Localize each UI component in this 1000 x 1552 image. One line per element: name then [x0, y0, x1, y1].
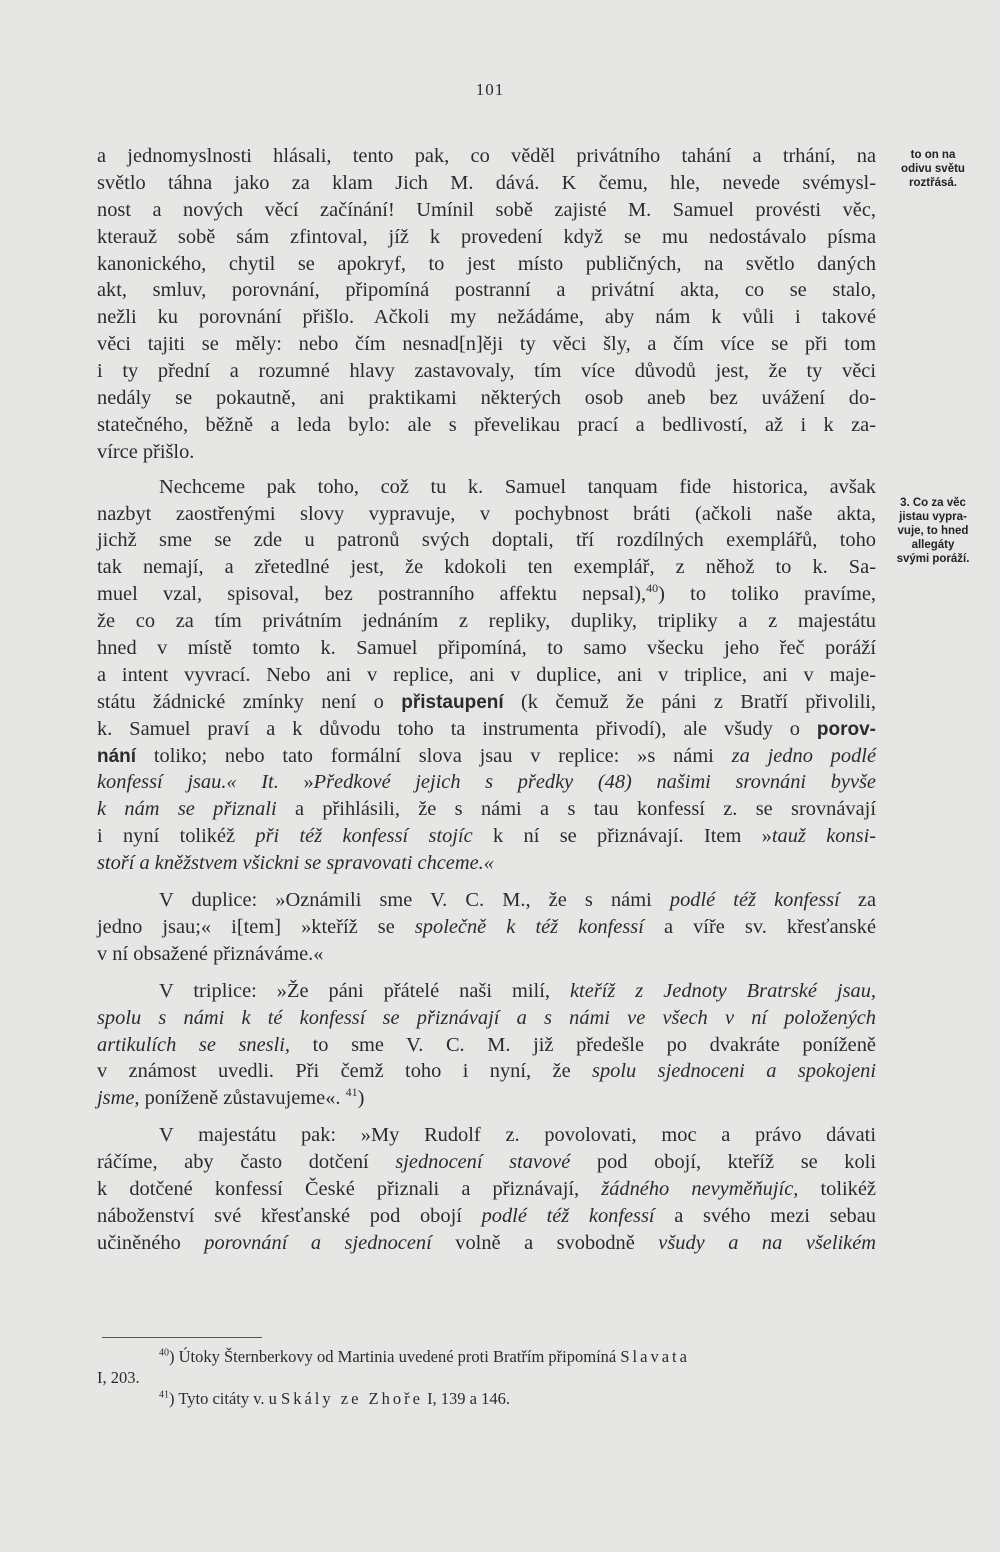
italic-text: artikulích se snesli,: [97, 1033, 291, 1056]
footnote-line: [97, 1367, 876, 1388]
text-line: [97, 769, 876, 796]
text-line: [97, 554, 876, 581]
text-line: [97, 941, 876, 968]
margin-note-line: allegáty: [911, 539, 955, 551]
text-line: [97, 331, 876, 358]
text-run: ) Útoky Šternberkovy od Martinia uvedené proti Bratřím připomíná: [169, 1347, 621, 1366]
text-run: nežli ku porovnání přišlo. Ačkoli my nežádáme, aby nám k vůli i takové: [97, 306, 876, 329]
text-line: [97, 501, 876, 528]
text-run: muel vzal, spisoval, bez postranního affektu nepsal),: [97, 583, 647, 606]
italic-text: při též konfessí stojíc: [255, 825, 473, 848]
italic-text: jsme,: [97, 1087, 140, 1110]
italic-text: společně k též konfessí: [414, 915, 644, 938]
text-run: za: [839, 889, 877, 912]
text-run: učiněného: [97, 1231, 205, 1254]
text-run: nedály se pokautně, ani praktikami některých osob aneb bez uvážení do-: [97, 387, 876, 410]
italic-text: sjednocení stavové: [395, 1151, 571, 1174]
text-run: státu žádnické zmínky není o: [97, 690, 402, 713]
text-line: [97, 1058, 876, 1085]
text-run: že co za tím privátním jednáním z repliky, dupliky, tripliky a z majestátu: [97, 610, 876, 633]
text-run: v známost uvedli. Při čemž toho i nyní, že: [97, 1060, 593, 1083]
text-run: akt, smluv, porovnání, připomíná postranní a privátní akta, co se stalo,: [97, 279, 876, 302]
main-text: [97, 143, 876, 1257]
italic-text: podlé též konfessí: [669, 889, 840, 912]
text-line: [97, 716, 876, 743]
text-run: kanonického, chytil se apokryf, to jest místo publičných, na světlo daných: [97, 252, 876, 275]
italic-text: žádného nevyměňujíc,: [601, 1177, 799, 1200]
text-run: jedno jsau;« i[tem] »kteříž se: [97, 915, 415, 938]
text-run: k ní se přiznávají. Item »: [472, 825, 772, 848]
text-run: [237, 771, 262, 793]
text-line: [97, 412, 876, 439]
margin-note-line: roztřásá.: [909, 177, 957, 189]
footnote-line: [97, 1346, 876, 1367]
text-line: [97, 608, 876, 635]
italic-text: Předkové jejich s předky (48) našimi srovnáni byvše: [313, 771, 876, 794]
text-line: [97, 635, 876, 662]
text-line: [97, 1122, 876, 1149]
text-run: I, 139 a 146.: [422, 1389, 511, 1408]
text-line: [97, 1085, 876, 1112]
text-run: ráčíme, aby často dotčení: [97, 1151, 396, 1174]
text-line: [97, 197, 876, 224]
text-run: I, 203.: [97, 1368, 140, 1387]
text-line: [97, 662, 876, 689]
text-line: [97, 1176, 876, 1203]
text-line: [97, 251, 876, 278]
margin-note-line: to on na: [910, 149, 956, 161]
italic-text: k nám se přiznali: [97, 798, 277, 821]
margin-note-2: [874, 496, 992, 566]
italic-text: za jedno podlé: [731, 744, 876, 767]
text-run: vírce přišlo.: [97, 440, 195, 463]
text-run: Skály ze Zhoře: [281, 1389, 423, 1408]
footnote-ref: 40: [646, 581, 659, 596]
text-run: v ní obsažené přiznáváme.«: [97, 942, 324, 965]
footnote-rule: [102, 1337, 262, 1338]
text-run: i ty přední a rozumné hlavy zastavovaly, tím více důvodů jest, že ty věci: [97, 360, 876, 383]
italic-text: stoří a kněžstvem všickni se spravovati chceme.«: [97, 852, 494, 875]
text-run: V majestátu pak: »My Rudolf z. povolovati, moc a právo dávati: [159, 1124, 876, 1147]
text-line: [97, 143, 876, 170]
text-run: nazbyt zaostřenými slovy vypravuje, v pochybnost bráti (ačkoli naše akta,: [97, 502, 876, 525]
text-run: Slavata: [620, 1347, 690, 1366]
italic-text: kteříž z Jednoty Bratrské jsau,: [569, 979, 877, 1002]
text-run: »: [278, 771, 314, 794]
text-line: [97, 385, 876, 412]
text-line: [97, 277, 876, 304]
italic-text: It.: [261, 771, 279, 794]
text-run: V duplice: »Oznámili sme V. C. M., že s námi: [159, 889, 670, 912]
margin-note-line: jistau vypra-: [899, 511, 967, 523]
italic-text: konfessí jsau.«: [97, 771, 237, 794]
text-run: tolikéž: [798, 1177, 876, 1200]
text-run: náboženství své křesťanské pod obojí: [97, 1204, 482, 1227]
text-run: Nechceme pak toho, což tu k. Samuel tanquam fide historica, avšak: [159, 475, 876, 498]
italic-text: spolu s námi k té konfessí se přiznávají a s námi ve všech v ní položených: [97, 1006, 876, 1029]
text-line: [97, 439, 876, 466]
footnote-ref: 41: [345, 1085, 358, 1100]
emphasis-text: porov-: [816, 718, 876, 740]
text-run: k. Samuel praví a k důvodu toho ta instrumenta přivodí), ale všudy o: [97, 717, 817, 740]
margin-note-line: svými poráží.: [896, 553, 970, 565]
footnotes: [97, 1346, 876, 1409]
text-run: volně a svobodně: [431, 1231, 659, 1254]
text-run: a víře sv. křesťanské: [643, 915, 876, 938]
text-run: V triplice: »Že páni přátelé naši milí,: [159, 979, 570, 1002]
italic-text: tauž konsi-: [771, 825, 877, 848]
text-line: [97, 978, 876, 1005]
italic-text: všudy a na všelikém: [658, 1231, 877, 1254]
text-line: [97, 474, 876, 501]
text-line: [97, 170, 876, 197]
text-run: a svého mezi sebau: [654, 1204, 876, 1227]
text-run: k dotčené konfessí České přiznali a přiznávají,: [97, 1177, 602, 1200]
text-run: a jednomyslnosti hlásali, tento pak, co věděl privátního tahání a trhání, na: [97, 145, 876, 167]
margin-note-line: vuje, to hned: [897, 525, 969, 537]
text-line: [97, 1203, 876, 1230]
italic-text: porovnání a sjednocení: [204, 1231, 432, 1254]
text-run: a přihlásili, že s námi a s tau konfessí z. se srovnávají: [276, 798, 876, 821]
text-run: toliko; nebo tato formální slova jsau v replice: »s námi: [136, 744, 732, 767]
margin-note-line: 3. Co za věc: [900, 497, 966, 509]
text-run: to sme V. C. M. již předešle po dvakráte poníženě: [290, 1033, 876, 1056]
footnote-line: [97, 1388, 876, 1409]
text-line: [97, 1149, 876, 1176]
text-run: statečného, běžně a leda bylo: ale s převelikau prací a bedlivostí, až i k za-: [97, 413, 876, 436]
text-line: [97, 689, 876, 716]
text-run: ) to toliko pravíme,: [658, 583, 876, 606]
text-run: věci tajiti se měly: nebo čím nesnad[n]ěji ty věci šly, a čím více se při tom: [97, 333, 876, 356]
italic-text: spolu sjednoceni a spokojeni: [592, 1060, 876, 1083]
italic-text: podlé též konfessí: [481, 1204, 655, 1227]
emphasis-text: nání: [97, 745, 137, 767]
text-run: hned v místě tomto k. Samuel připomíná, to samo všecku jeho řeč poráží: [97, 637, 876, 660]
text-run: světlo táhna jako za klam Jich M. dává. K čemu, hle, nevede svémysl-: [97, 171, 876, 194]
text-line: [97, 743, 876, 770]
text-run: a intent vyvrací. Nebo ani v replice, ani v duplice, ani v triplice, ani v maje-: [97, 663, 876, 686]
text-line: [97, 358, 876, 385]
emphasis-text: přistaupení: [401, 691, 504, 713]
text-line: [97, 850, 876, 877]
text-run: nost a nových věcí začínání! Umínil sobě zajisté M. Samuel provésti věc,: [97, 198, 876, 221]
text-run: i nyní tolikéž: [97, 825, 256, 848]
text-line: [97, 887, 876, 914]
text-line: [97, 1230, 876, 1257]
margin-note-1: [874, 148, 992, 190]
text-line: [97, 1005, 876, 1032]
text-line: [97, 796, 876, 823]
text-run: pod obojí, kteříž se koli: [570, 1151, 877, 1174]
text-line: [97, 823, 876, 850]
text-line: [97, 1032, 876, 1059]
text-line: [97, 914, 876, 941]
text-run: ): [357, 1087, 365, 1110]
footnote-ref: 41: [159, 1389, 169, 1401]
page-number: 101: [475, 80, 505, 99]
margin-note-line: odivu světu: [901, 163, 965, 175]
text-run: poníženě zůstavujeme«.: [139, 1087, 346, 1110]
footnote-ref: 40: [159, 1347, 169, 1359]
text-run: jichž sme se zde u patronů svých doptali, tří rozdílných exemplářů, toho: [97, 529, 876, 552]
text-line: [97, 304, 876, 331]
text-run: tak nemají, a zřetedlné jest, že kdokoli ten exemplář, z něhož to k. Sa-: [97, 556, 876, 579]
text-run: kterauž sobě sám zfintoval, jíž k provedení když se mu nedostávalo písma: [97, 225, 876, 248]
text-line: [97, 527, 876, 554]
text-line: [97, 581, 876, 608]
text-run: ) Tyto citáty v. u: [169, 1389, 282, 1408]
text-line: [97, 224, 876, 251]
text-run: (k čemuž že páni z Bratří přivolili,: [503, 690, 877, 713]
